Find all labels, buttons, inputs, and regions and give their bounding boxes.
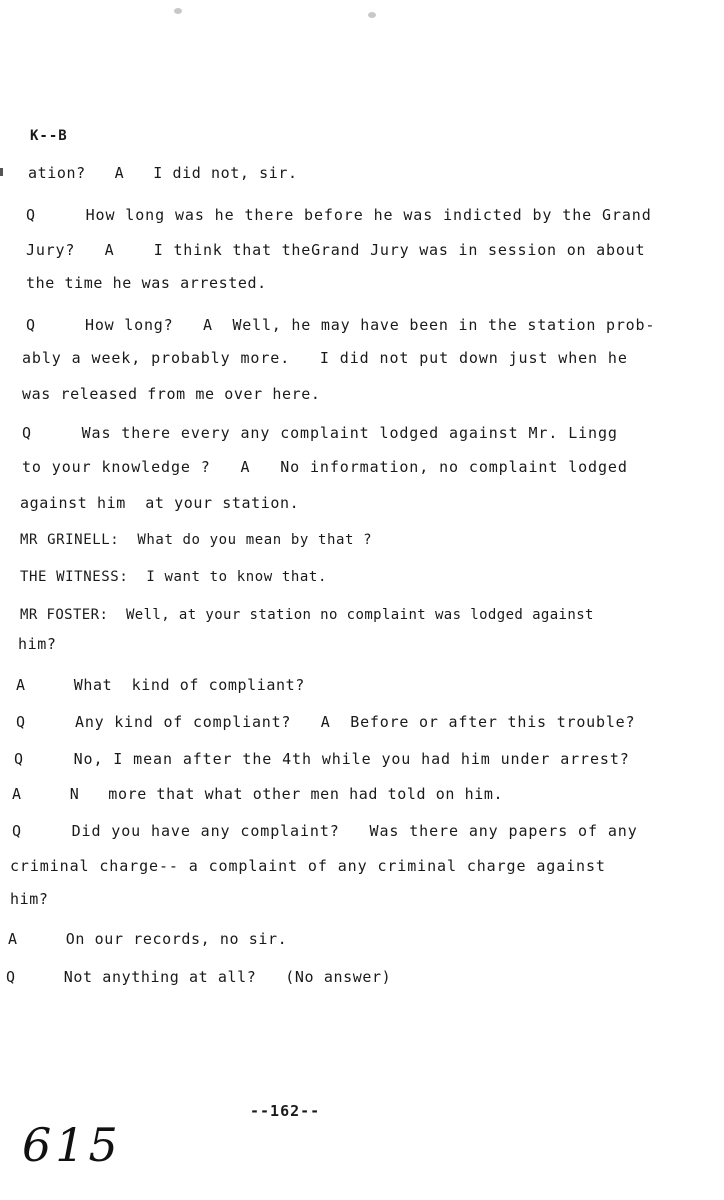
page-number: --162-- (250, 1102, 321, 1120)
text-line: was released from me over here. (22, 385, 321, 403)
text-line: Q No, I mean after the 4th while you had him under arrest? (14, 750, 630, 768)
scan-speck (174, 8, 182, 14)
text-line: him? (10, 890, 49, 908)
document-code: K--B (30, 128, 68, 144)
text-line: the time he was arrested. (26, 274, 267, 292)
text-line: to your knowledge ? A No information, no complaint lodged (22, 458, 628, 476)
text-line: ation? A I did not, sir. (28, 164, 298, 182)
text-line: criminal charge-- a complaint of any criminal charge against (10, 857, 606, 875)
text-line: A On our records, no sir. (8, 930, 288, 948)
text-line: against him at your station. (20, 494, 300, 512)
text-line: Q How long? A Well, he may have been in the station prob- (26, 316, 656, 334)
text-line: MR FOSTER: Well, at your station no complaint was lodged against (20, 607, 594, 623)
text-line: ably a week, probably more. I did not put down just when he (22, 349, 628, 367)
text-line: Q Did you have any complaint? Was there any papers of any (12, 822, 638, 840)
text-line: Q How long was he there before he was indicted by the Grand (26, 206, 652, 224)
text-line: Q Not anything at all? (No answer) (6, 968, 392, 986)
text-line: Q Was there every any complaint lodged against Mr. Lingg (22, 424, 618, 442)
text-line: him? (18, 635, 57, 653)
margin-mark (0, 168, 3, 176)
text-line: Jury? A I think that theGrand Jury was in session on about (26, 241, 646, 259)
handwritten-page-number: 615 (22, 1118, 122, 1172)
text-line: THE WITNESS: I want to know that. (20, 569, 327, 585)
scan-speck (368, 12, 376, 18)
text-line: A What kind of compliant? (16, 676, 305, 694)
text-line: MR GRINELL: What do you mean by that ? (20, 532, 373, 548)
text-line: A N more that what other men had told on him. (12, 785, 504, 803)
text-line: Q Any kind of compliant? A Before or after this trouble? (16, 713, 636, 731)
